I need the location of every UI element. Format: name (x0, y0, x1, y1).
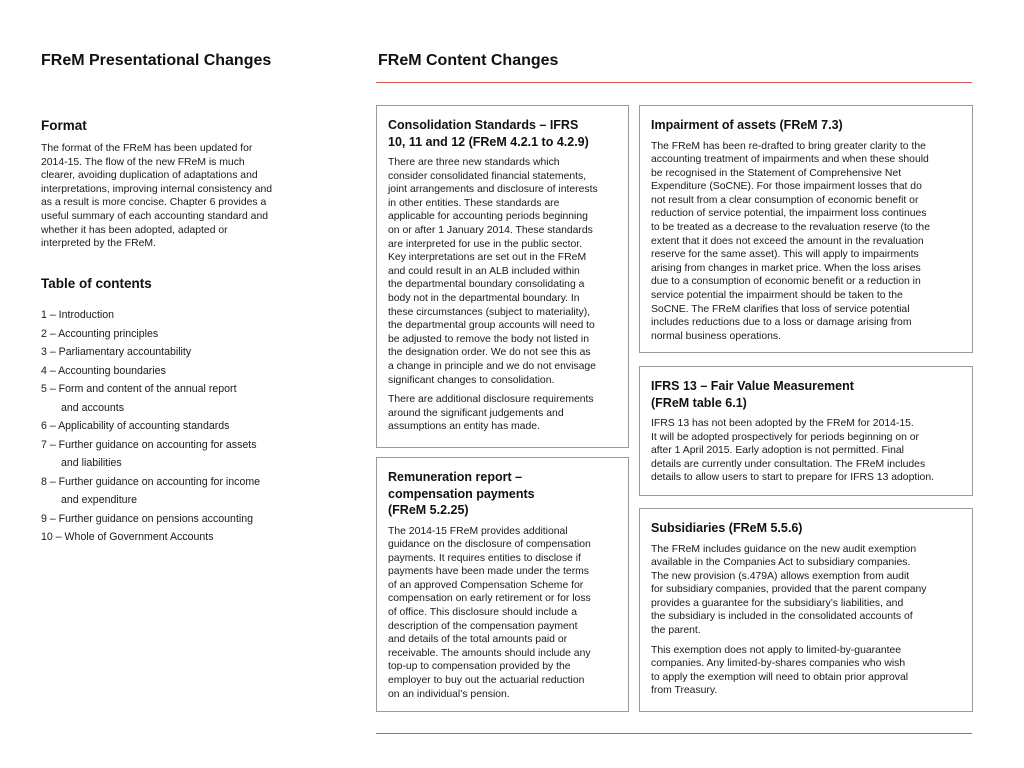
consolidation-heading: Consolidation Standards – IFRS 10, 11 and 12 (FReM 4.2.1 to 4.2.9) (388, 118, 589, 149)
toc-item: 7 – Further guidance on accounting for assets (41, 438, 257, 451)
toc-item: 2 – Accounting principles (41, 327, 159, 340)
remuneration-body: The 2014-15 FReM provides additional guidance on the disclosure of compensation payments. It requires entities to disclose if payments have been made under the terms of an approved Compensation Scheme for compensation on early retirement or for loss of office. This disclosure should include a description of the compensation payment and details of the total amounts paid or receivable. The amounts should include any top-up to compensation provided by the employer to buy out the actuarial reduction on an individual’s pension. (388, 525, 591, 700)
toc-item: 1 – Introduction (41, 309, 115, 321)
remuneration-heading: Remuneration report – compensation payments (FReM 5.2.25) (388, 470, 535, 517)
impairment-card (639, 105, 973, 353)
impairment-heading: Impairment of assets (FReM 7.3) (651, 118, 843, 132)
subsidiaries-body-1: The FReM includes guidance on the new audit exemption available in the Companies Act to subsidiary companies. The new provision (s.479A) allows exemption from audit for subsidiary companies, provided that the parent company provides a guarantee for the subsidiary’s liabilities, and the subsidiary is included in the consolidated accounts of the parent. (651, 543, 927, 637)
toc-item: 8 – Further guidance on accounting for income (41, 475, 261, 488)
format-body: The format of the FReM has been updated for 2014-15. The flow of the new FReM is much clearer, avoiding duplication of adaptations and interpretations, improving internal consistency and as a result is more concise. Chapter 6 provides a useful summary of each accounting standard and whether it has been adopted, adapted or interpreted by the FReM. (41, 143, 273, 250)
impairment-body: The FReM has been re-drafted to bring greater clarity to the accounting treatment of impairments and when these should be recognised in the Statement of Comprehensive Net Expenditure (SoCNE). For those impairment losses that do not result from a clear consumption of economic benefit or reduction of service potential, the impairment loss continues to be treated as a decrease to the revaluation reserve (to the extent that it does not exceed the amount in the revaluation reserve for the same asset). This will apply to impairments arising from changes in market price. When the loss arises due to a consumption of economic benefit or a reduction in service potential the impairment should be taken to the SoCNE. The FReM clarifies that loss of service potential includes reductions due to a loss or damage arising from normal business operations. (651, 140, 930, 342)
toc-item-continuation: and accounts (61, 401, 125, 414)
ifrs13-card (639, 366, 973, 496)
ifrs13-heading: IFRS 13 – Fair Value Measurement (FReM table 6.1) (651, 379, 854, 410)
toc-heading: Table of contents (41, 276, 152, 291)
consolidation-body-1: There are three new standards which consider consolidated financial statements, joint arrangements and disclosure of interests in other entities. These standards are applicable for accounting periods beginning on or after 1 January 2014. These standards are interpreted for use in the public sector. Key interpretations are set out in the FReM and could result in an ALB included within the departmental boundary consolidating a body not in the departmental boundary. In these circumstances (subject to materiality), the departmental group accounts will need to be adjusted to remove the body not listed in the designation order. We do not see this as a change in principle and we do not envisage significant changes to consolidation. (388, 157, 598, 386)
content-changes-title: FReM Content Changes (378, 52, 559, 69)
toc-item: 10 – Whole of Government Accounts (41, 531, 214, 543)
subsidiaries-card (639, 508, 973, 712)
toc-item-continuation: and liabilities (61, 457, 122, 469)
top-divider (376, 82, 972, 83)
consolidation-card (376, 105, 629, 448)
subsidiaries-heading: Subsidiaries (FReM 5.5.6) (651, 521, 803, 535)
toc-item: 4 – Accounting boundaries (41, 364, 166, 377)
toc-item: 6 – Applicability of accounting standards (41, 420, 230, 432)
toc-item: 5 – Form and content of the annual report (41, 383, 237, 395)
presentational-changes-title: FReM Presentational Changes (41, 52, 272, 69)
bottom-divider (376, 733, 972, 734)
toc-item: 3 – Parliamentary accountability (41, 346, 192, 358)
consolidation-body-2: There are additional disclosure requirements around the significant judgements and assumptions an entity has made. (388, 394, 594, 433)
toc-list (41, 306, 341, 547)
toc-item: 9 – Further guidance on pensions accounting (41, 512, 254, 525)
subsidiaries-body-2: This exemption does not apply to limited-by-guarantee companies. Any limited-by-shares companies who wish to apply the exemption will need to obtain prior approval from Treasury. (651, 644, 909, 697)
remuneration-card (376, 457, 629, 712)
toc-item-continuation: and expenditure (61, 494, 137, 506)
format-heading: Format (41, 118, 87, 133)
ifrs13-body: IFRS 13 has not been adopted by the FReM for 2014-15. It will be adopted prospectively for periods beginning on or after 1 April 2015. Early adoption is not permitted. Final details are currently under consultation. The FReM includes details to allow users to start to prepare for IFRS 13 adoption. (651, 418, 935, 484)
